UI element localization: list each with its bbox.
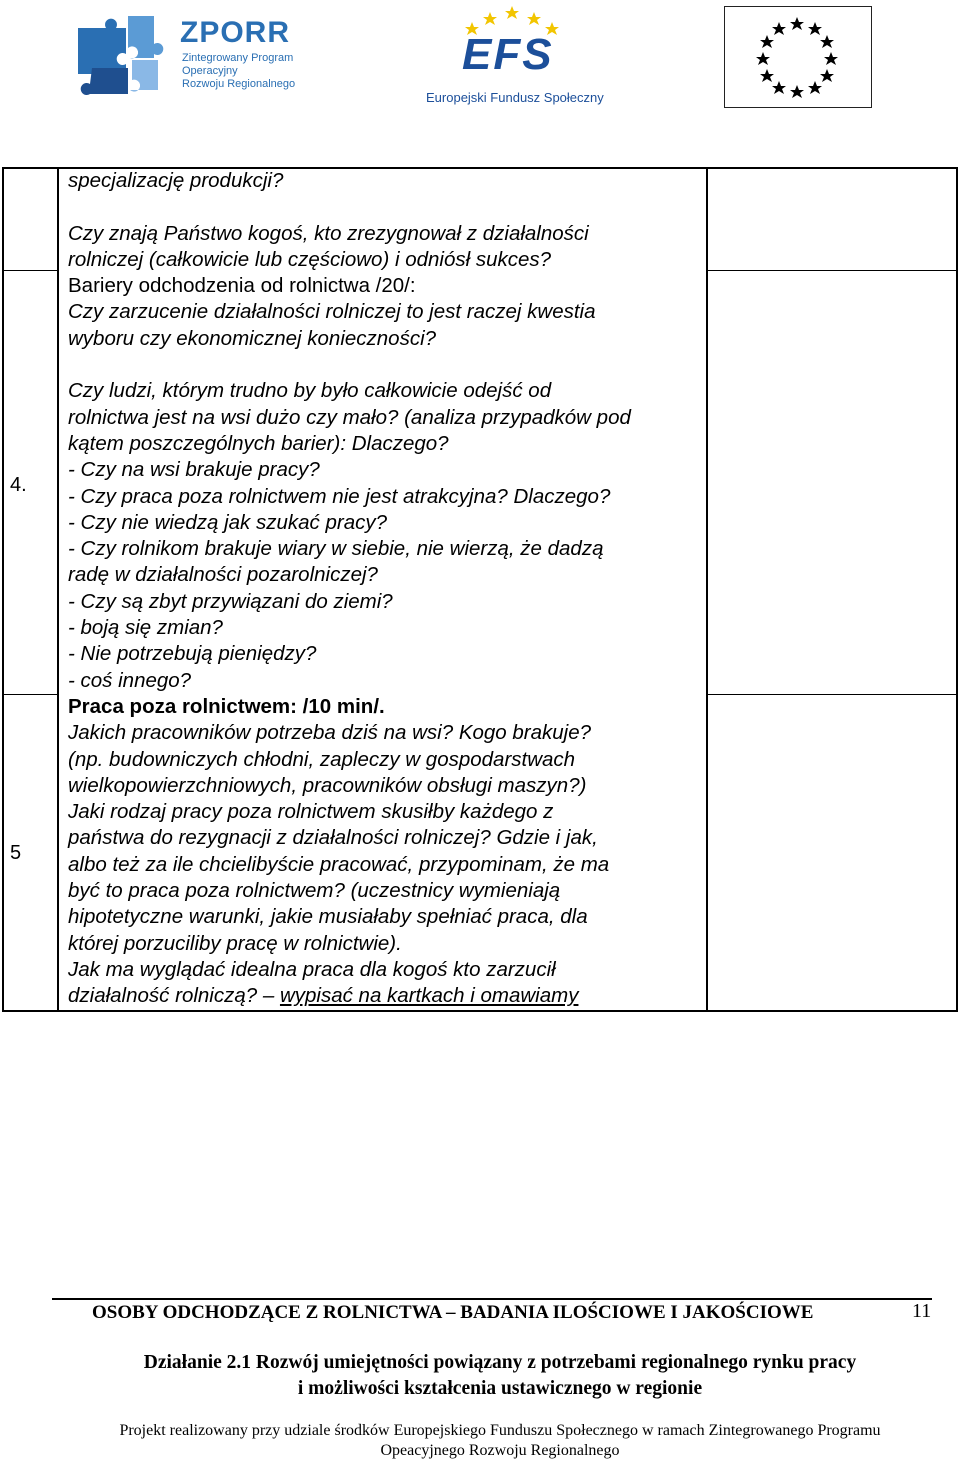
row-5-line: Jakich pracowników potrzeba dziś na wsi? Kogo brakuje?: [68, 721, 592, 745]
row-4-line: - Czy są zbyt przywiązani do ziemi?: [68, 589, 393, 613]
footer-project-line-1: Projekt realizowany przy udziale środków Europejskiego Funduszu Społecznego w ramach Zintegrowanego Programu: [119, 1422, 881, 1439]
table-left-border: [2, 167, 4, 1012]
row-5-line: (np. budowniczych chłodni, zapleczy w gospodarstwach: [68, 747, 576, 771]
zporr-subtitle: [182, 52, 295, 91]
row-divider-left-2: [2, 694, 58, 695]
eu-stars-icon: [725, 7, 870, 106]
row-4-line: Czy znają Państwo kogoś, kto zrezygnował z działalności: [68, 221, 589, 245]
row-4-line: rolnictwa jest na wsi dużo czy mało? (analiza przypadków pod: [68, 405, 631, 429]
last-line-underlined: wypisać na kartkach i omawiamy: [279, 984, 579, 1008]
row-5-line: wielkopowierzchniowych, pracowników obsługi maszyn?): [68, 773, 587, 797]
row-5-line: Jaki rodzaj pracy poza rolnictwem skusiłby każdego z: [68, 800, 554, 824]
row-4-line: wyboru czy ekonomicznej konieczności?: [68, 326, 437, 350]
row-4-line: - boją się zmian?: [68, 616, 223, 640]
row-4-line: [68, 352, 708, 378]
zporr-line-3: Rozwoju Regionalnego: [182, 78, 296, 90]
eu-flag-icon: [724, 6, 872, 108]
efs-logo: [422, 4, 602, 112]
row-5-line: albo też za ile chcielibyście pracować, przypominam, że ma: [68, 852, 610, 876]
header-logos: [0, 0, 960, 118]
footer-title: OSOBY ODCHODZĄCE Z ROLNICTWA – BADANIA ILOŚCIOWE I JAKOŚCIOWE: [92, 1302, 814, 1323]
row-5-text: [68, 694, 708, 983]
row-4-line: - Czy na wsi brakuje pracy?: [68, 458, 320, 482]
row-4-line: Czy zarzucenie działalności rolniczej to jest raczej kwestia: [68, 300, 596, 324]
footer-action-line-2: i możliwości kształcenia ustawicznego w regionie: [297, 1378, 703, 1399]
last-line-prefix: działalność rolniczą? –: [68, 984, 280, 1008]
footer-action-line-1: Działanie 2.1 Rozwój umiejętności powiązany z potrzebami regionalnego rynku pracy: [143, 1352, 857, 1373]
row-4-line: [68, 194, 708, 220]
table-content: [68, 168, 708, 1010]
row-divider-right-2: [707, 694, 958, 695]
row-5-last-line: [68, 983, 708, 1009]
footer-rule: [52, 1298, 932, 1300]
row-4-line: specjalizację produkcji?: [68, 169, 284, 192]
row-5-line: państwa do rezygnacji z działalności rolniczej? Gdzie i jak,: [68, 826, 598, 850]
row-divider-right: [707, 270, 958, 271]
efs-title: EFS: [462, 30, 554, 79]
row-divider-left: [2, 270, 58, 271]
row-number-4: 4.: [10, 474, 27, 496]
row-4-line: - Nie potrzebują pieniędzy?: [68, 642, 317, 666]
zporr-line-2: Operacyjny: [182, 65, 238, 77]
row-4-text: [68, 168, 708, 694]
row-number-5: 5: [10, 842, 22, 864]
row-5-line: być to praca poza rolnictwem? (uczestnicy wymieniają: [68, 879, 561, 903]
footer-project-line-2: Opeacyjnego Rozwoju Regionalnego: [380, 1442, 620, 1459]
row-5-line: hipotetyczne warunki, jakie musiałaby spełniać praca, dla: [68, 905, 588, 929]
row-4-line: Czy ludzi, którym trudno by było całkowicie odejść od: [68, 379, 552, 403]
table-bottom-border: [2, 1010, 958, 1012]
zporr-line-1: Zintegrowany Program: [182, 52, 294, 64]
efs-subtitle: Europejski Fundusz Społeczny: [426, 90, 604, 105]
zporr-logo: [72, 10, 302, 102]
row-5-line: Jak ma wyglądać idealna praca dla kogoś kto zarzucił: [68, 957, 556, 981]
zporr-title: ZPORR: [180, 16, 290, 49]
row-4-line: - Czy rolnikom brakuje wiary w siebie, nie wierzą, że dadzą: [68, 537, 604, 561]
row-4-line: - Czy praca poza rolnictwem nie jest atrakcyjna? Dlaczego?: [68, 484, 611, 508]
row-5-line: Praca poza rolnictwem: /10 min/.: [68, 694, 385, 718]
table-right-border: [956, 167, 958, 1012]
column-divider-1: [57, 167, 59, 1012]
row-4-line: - coś innego?: [68, 668, 192, 692]
row-4-line: Bariery odchodzenia od rolnictwa /20/:: [68, 274, 416, 298]
row-4-line: - Czy nie wiedzą jak szukać pracy?: [68, 510, 388, 534]
row-4-line: kątem poszczególnych barier): Dlaczego?: [68, 431, 449, 455]
row-4-line: radę w działalności pozarolniczej?: [68, 563, 378, 587]
row-4-line: rolniczej (całkowicie lub częściowo) i odniósł sukces?: [68, 247, 552, 271]
page-number: 11: [912, 1300, 932, 1322]
row-5-line: której porzuciliby pracę w rolnictwie).: [68, 931, 402, 955]
